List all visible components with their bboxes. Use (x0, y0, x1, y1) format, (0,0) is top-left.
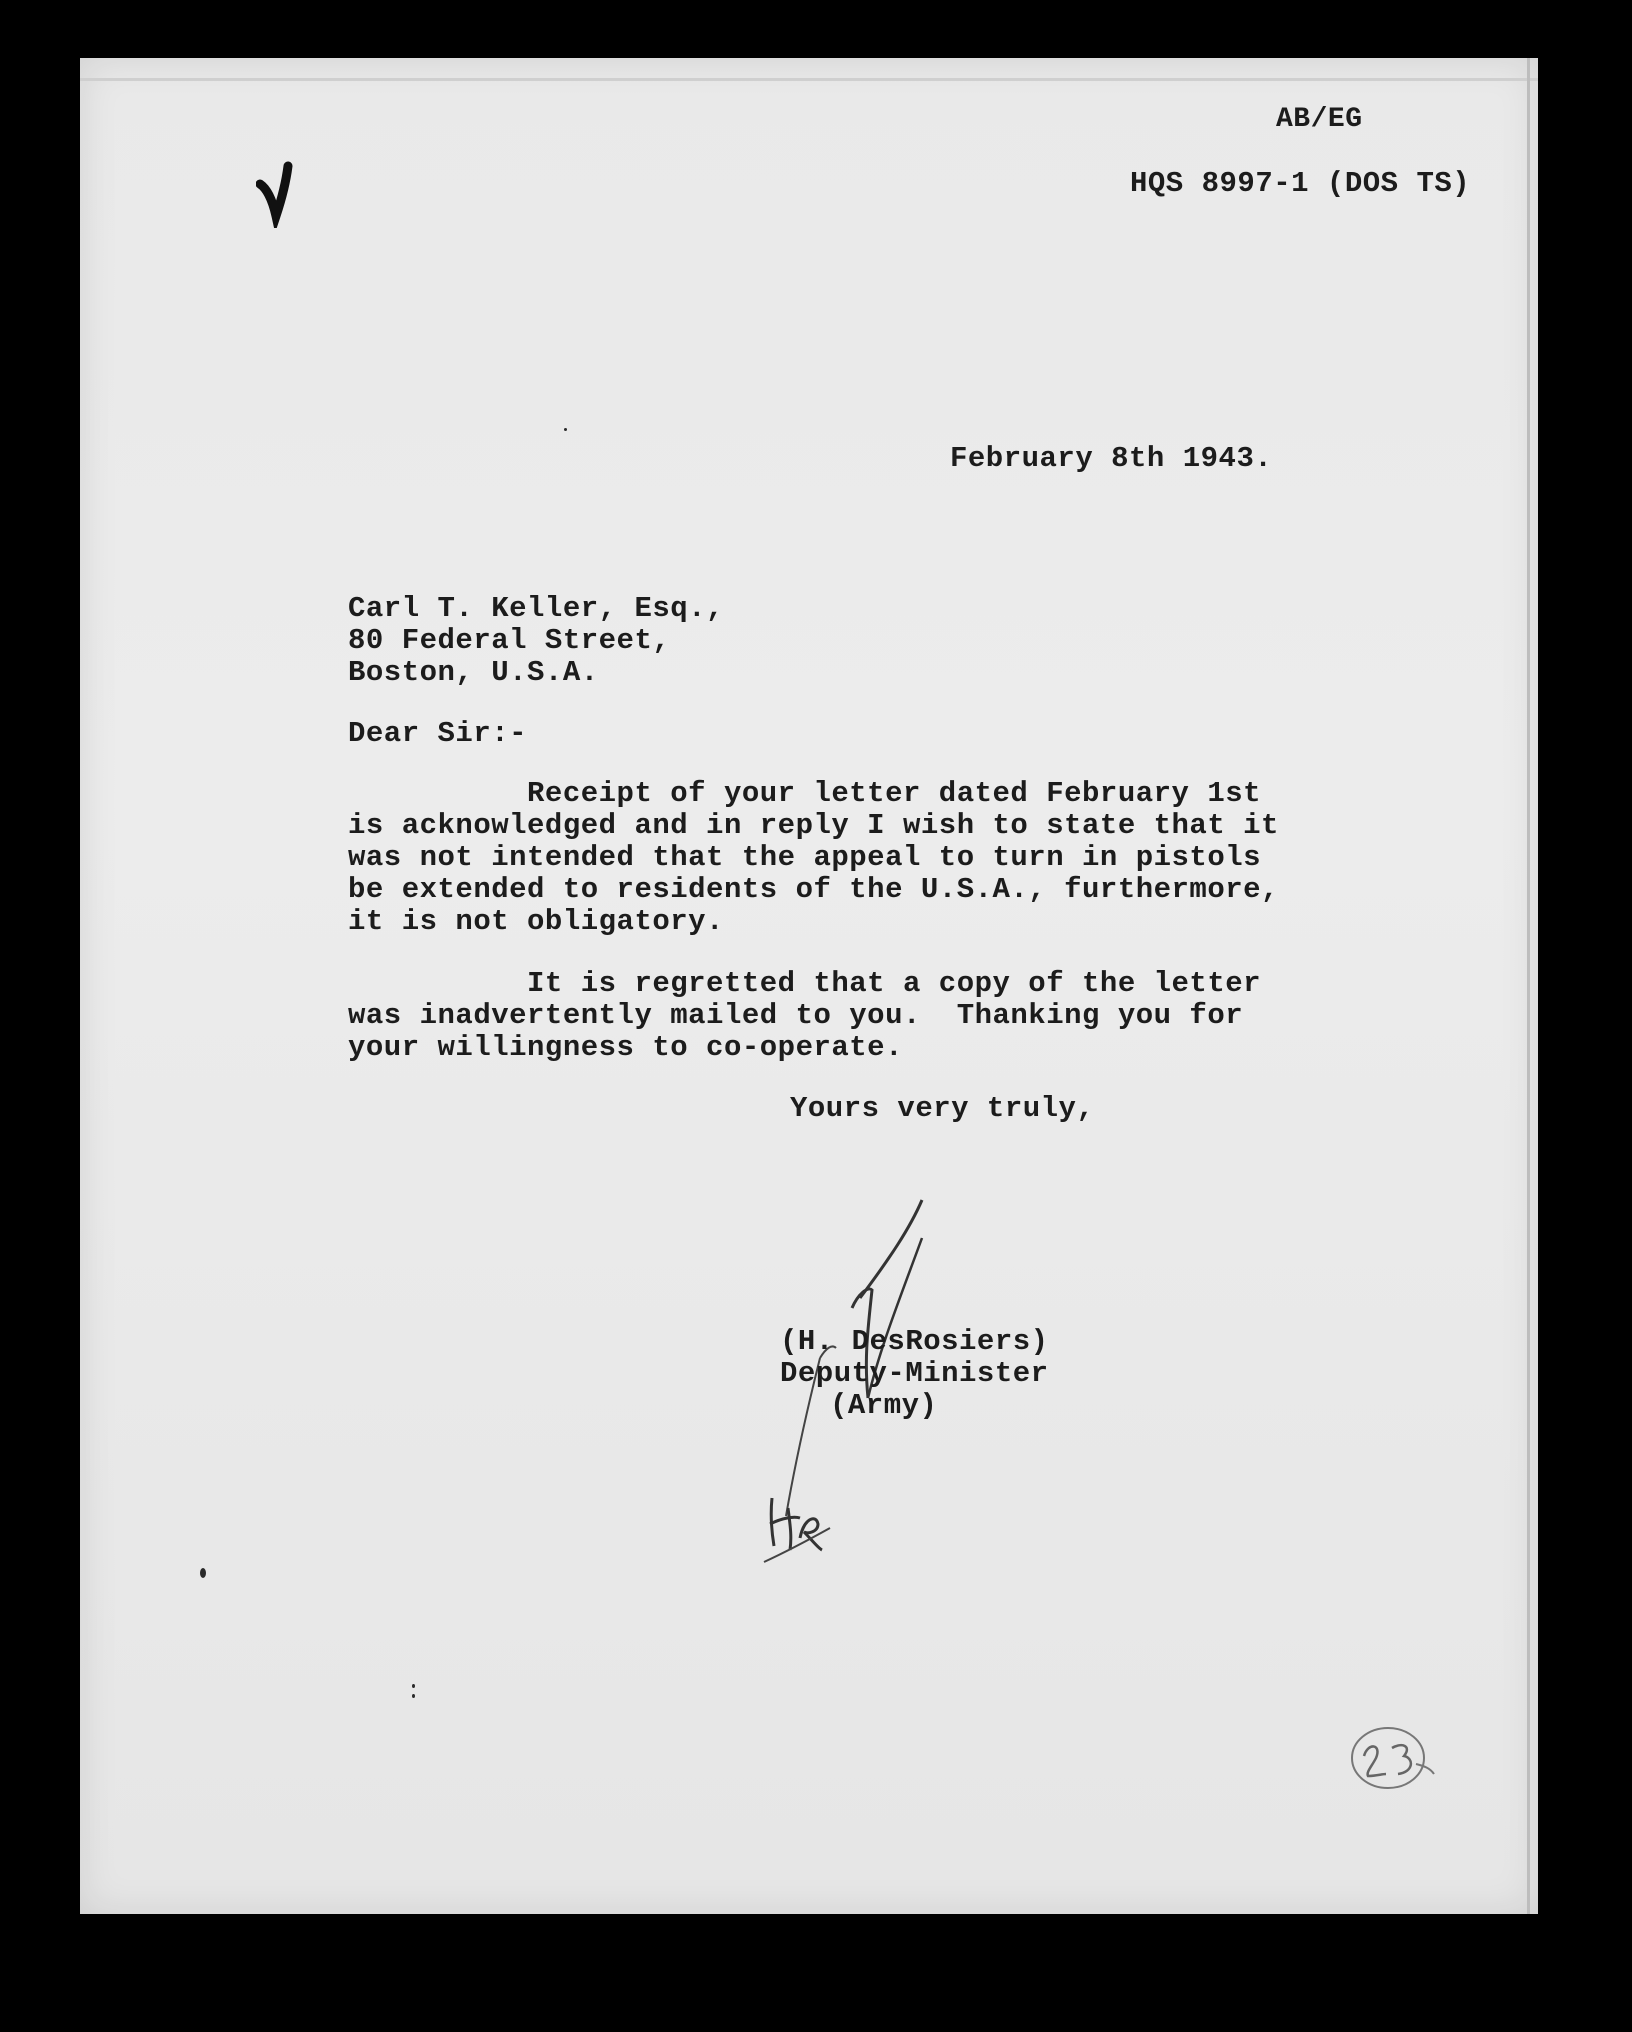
paragraph-line: is acknowledged and in reply I wish to state that it (348, 809, 1279, 842)
paragraph-line: be extended to residents of the U.S.A., furthermore, (348, 873, 1279, 906)
paper-speck (412, 1684, 415, 1688)
addressee-street: 80 Federal Street, (348, 624, 671, 657)
page-fold-line (80, 78, 1538, 81)
handwritten-initials (760, 1488, 840, 1568)
closing: Yours very truly, (790, 1092, 1095, 1125)
reference-initials: AB/EG (1276, 104, 1363, 135)
signatory-name: (H. DesRosiers) (780, 1325, 1049, 1358)
page-number-stamp (1342, 1718, 1438, 1798)
paragraph-line: your willingness to co-operate. (348, 1031, 903, 1064)
check-mark-icon (256, 158, 306, 228)
signatory-branch: (Army) (830, 1389, 938, 1422)
paragraph-line: was inadvertently mailed to you. Thanking you for (348, 999, 1244, 1032)
paragraph-line: it is not obligatory. (348, 905, 724, 938)
file-reference: HQS 8997-1 (DOS TS) (1130, 167, 1471, 200)
paragraph-line: was not intended that the appeal to turn in pistols (348, 841, 1262, 874)
paper-speck (412, 1694, 415, 1698)
salutation: Dear Sir:- (348, 717, 528, 750)
signatory-title: Deputy-Minister (780, 1357, 1049, 1390)
paragraph-line: Receipt of your letter dated February 1st (348, 777, 1262, 810)
letter-date: February 8th 1943. (950, 442, 1273, 475)
paper-speck (564, 428, 567, 431)
page-edge-line (1527, 58, 1530, 1914)
letter-page (80, 58, 1538, 1914)
addressee-name: Carl T. Keller, Esq., (348, 592, 724, 625)
paragraph-line: It is regretted that a copy of the letter (348, 967, 1262, 1000)
paper-speck (200, 1568, 206, 1578)
addressee-city: Boston, U.S.A. (348, 656, 599, 689)
